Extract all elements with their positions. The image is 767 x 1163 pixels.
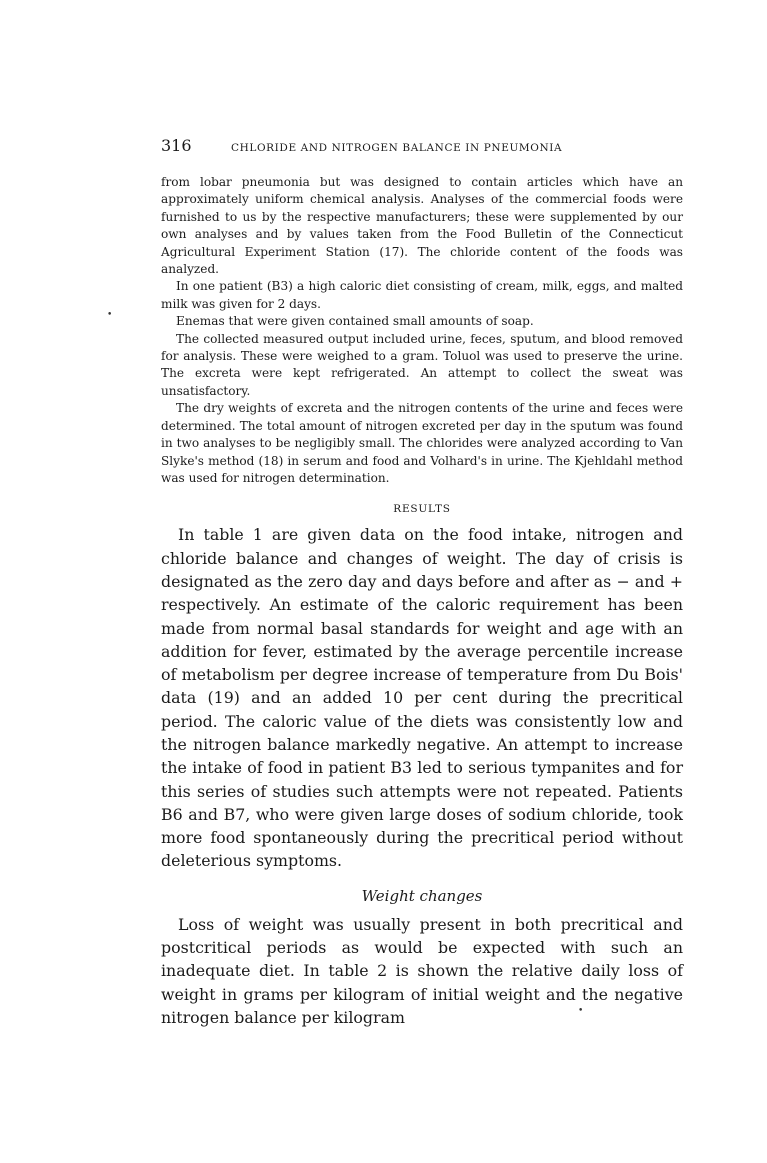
methods-paragraph: The collected measured output included urine, feces, sputum, and blood removed for analysis. These were weighed to a gram. Toluol was used to preserve the urine. The excreta were kept refrigerated. An attempt to collect the sweat was unsatisfactory. [161,331,683,398]
page-number: 316 [161,136,192,155]
page-header [161,136,683,158]
methods-section [161,174,683,487]
running-title: CHLORIDE AND NITROGEN BALANCE IN PNEUMONIA [231,142,563,154]
results-paragraph: In table 1 are given data on the food intake, nitrogen and chloride balance and changes of weight. The day of crisis is designated as the zero day and days before and after as − and + respectively. An estimate of the caloric requirement has been made from normal basal standards for weight and age with an addition for fever, estimated by the average percentile increase of metabolism per degree increase of temperature from Du Bois' data (19) and an added 10 per cent during the precritical period. The caloric value of the diets was consistently low and the nitrogen balance markedly negative. An attempt to increase the intake of food in patient B3 led to serious tympanites and for this series of studies such attempts were not repeated. Patients B6 and B7, who were given large doses of sodium chloride, took more food spontaneously during the precritical period without deleterious symptoms. [161,525,683,871]
page-body [161,136,683,1029]
weight-changes-section [161,913,683,1029]
methods-paragraph: The dry weights of excreta and the nitrogen contents of the urine and feces were determined. The total amount of nitrogen excreted per day in the sputum was found in two analyses to be negligibly small. The chlorides were analyzed according to Van Slyke's method (18) in serum and food and Volhard's in urine. The Kjehldahl method was used for nitrogen determination. [161,401,683,485]
results-section [161,523,683,872]
results-heading: RESULTS [393,503,451,516]
weight-changes-paragraph: Loss of weight was usually present in both precritical and postcritical periods as would be expected with such an inadequate diet. In table 2 is shown the relative daily loss of weight in grams per kilogram of initial weight and the negative nitrogen balance per kilogram [161,914,683,1027]
methods-paragraph: from lobar pneumonia but was designed to contain articles which have an approximately uniform chemical analysis. Analyses of the commercial foods were furnished to us by the respective manufacturers; these were supplemented by our own analyses and by values taken from the Food Bulletin of the Connecticut Agricultural Experiment Station (17). The chloride content of the foods was analyzed. [161,175,683,277]
stray-dot: • [578,1006,584,1016]
weight-changes-heading: Weight changes [361,886,483,905]
methods-paragraph: Enemas that were given contained small amounts of soap. [176,314,534,329]
margin-dot: • [107,310,113,320]
methods-paragraph: In one patient (B3) a high caloric diet consisting of cream, milk, eggs, and malted milk was given for 2 days. [161,279,683,311]
